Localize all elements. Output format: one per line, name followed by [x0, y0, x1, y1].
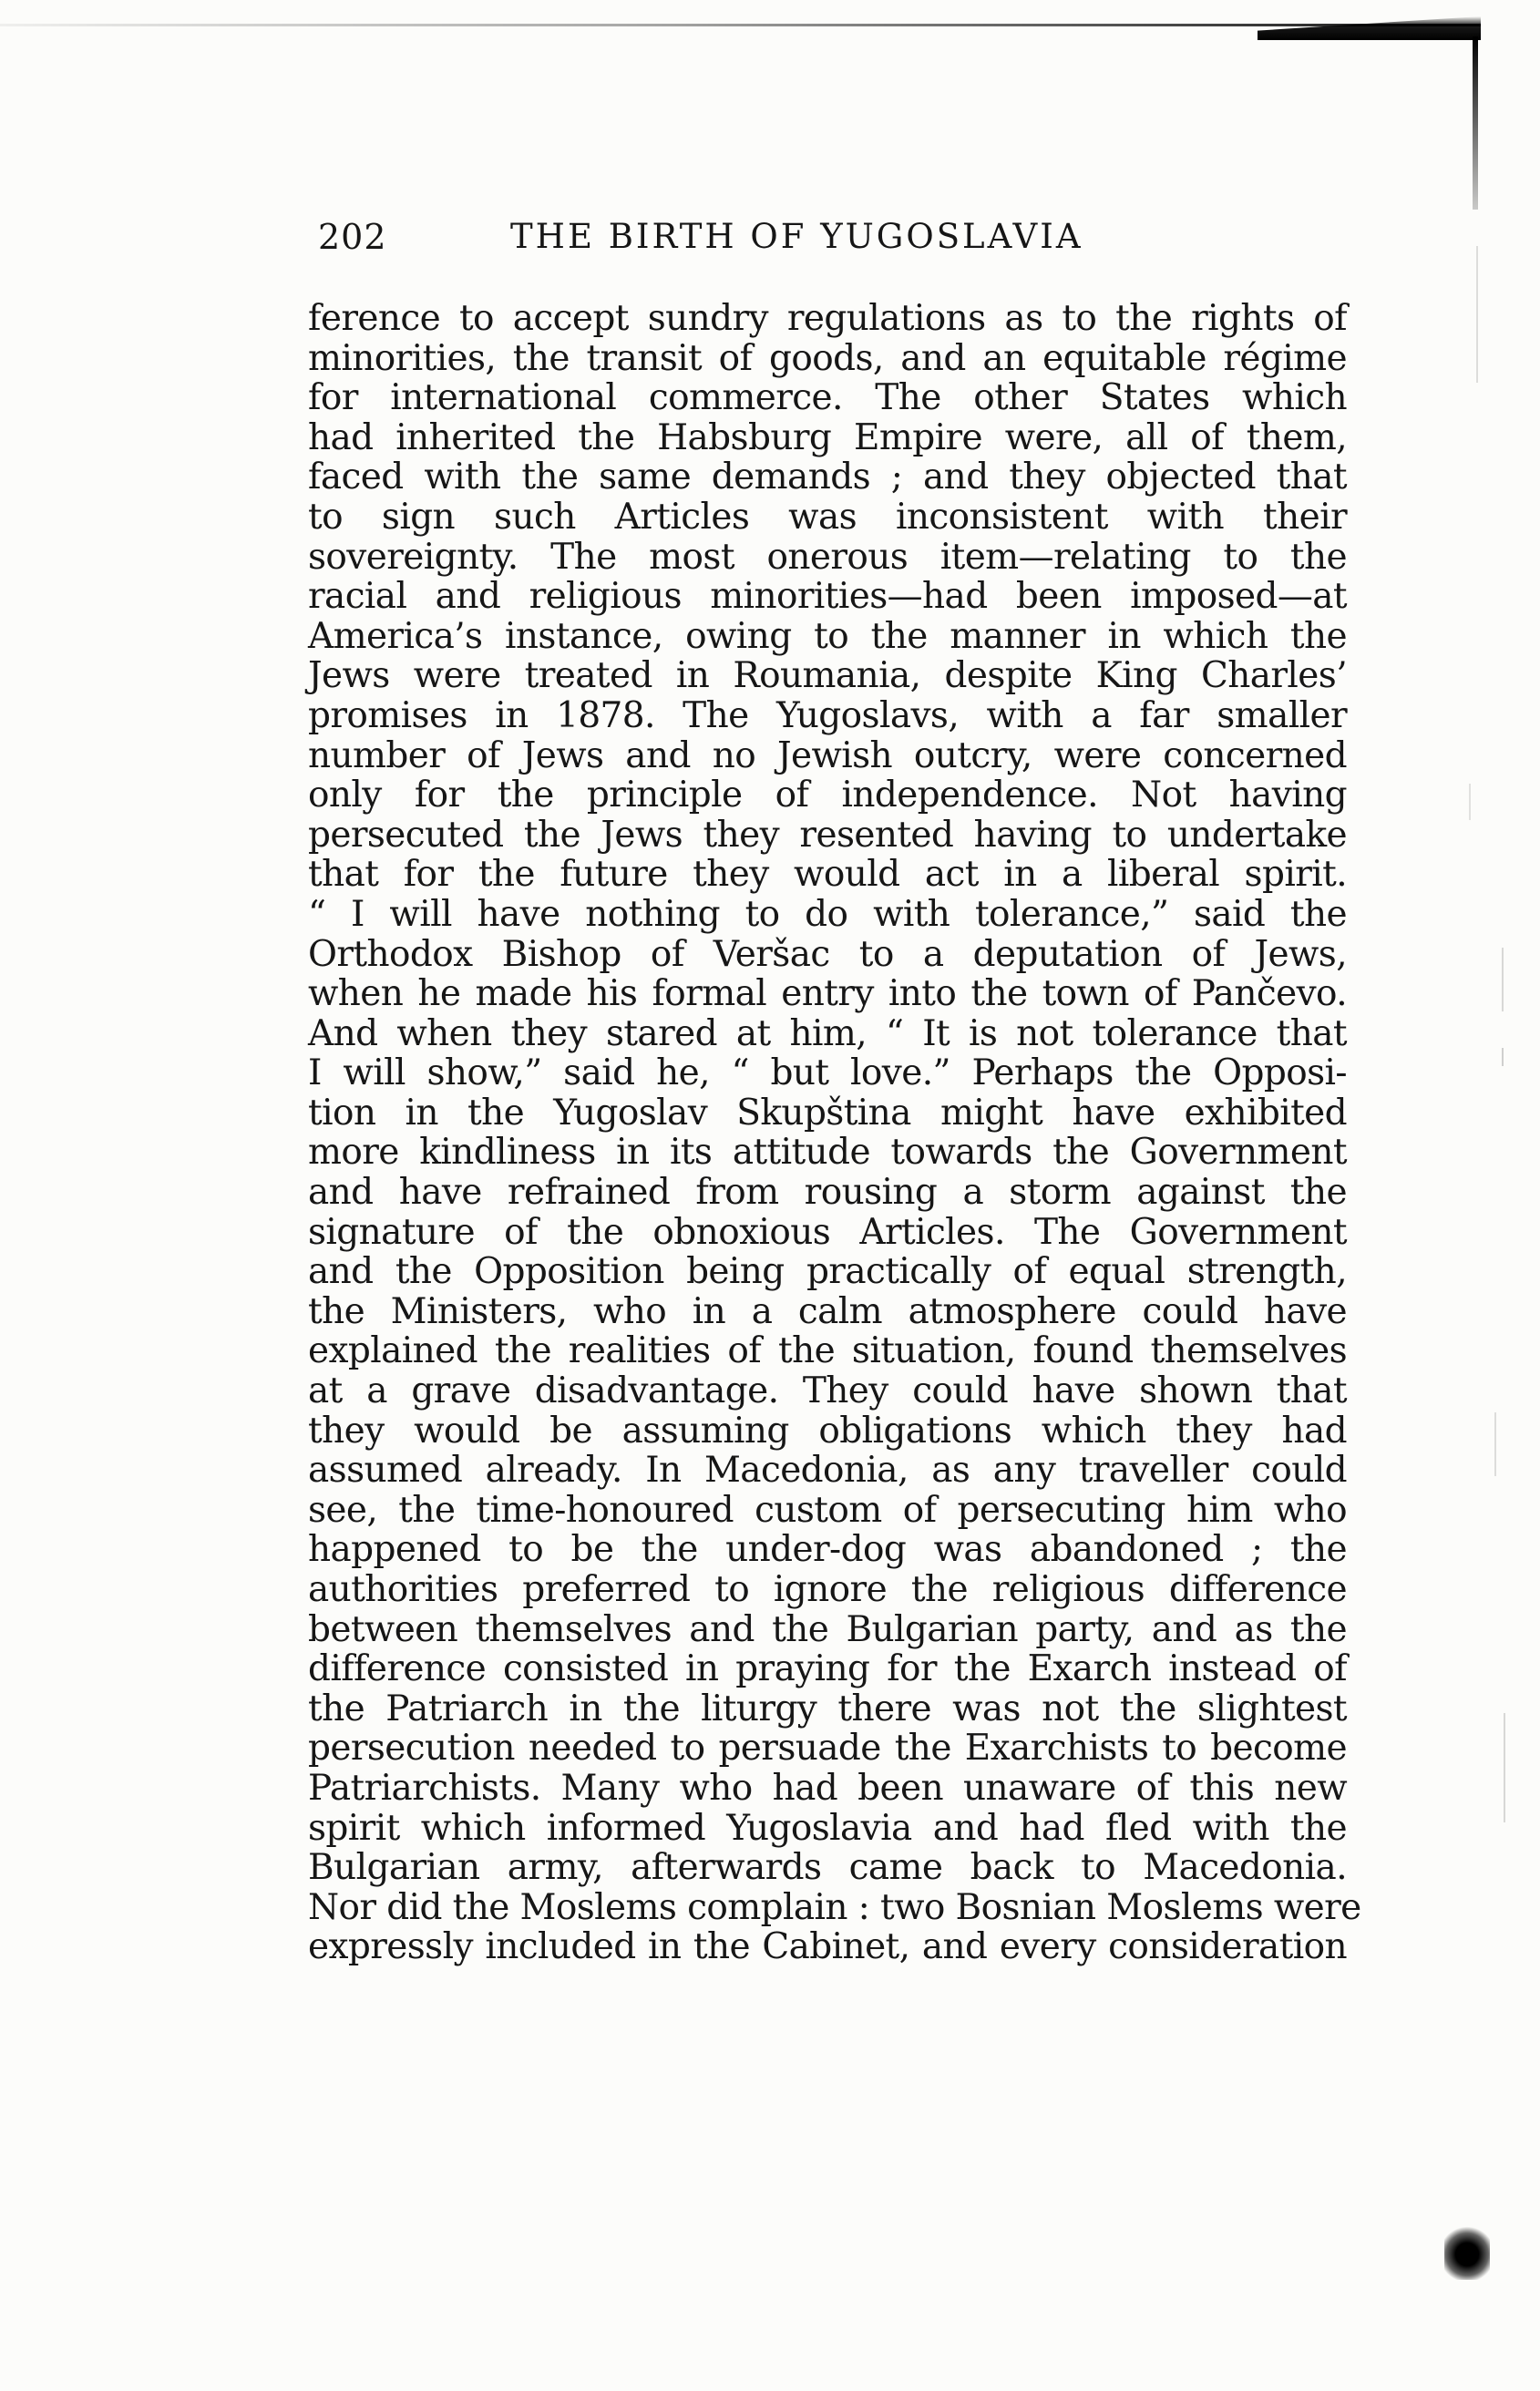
scan-speckle	[1504, 1713, 1505, 1822]
text-line: difference consisted in praying for the Exarch instead of	[308, 1648, 1347, 1690]
text-line: authorities preferred to ignore the religious difference	[308, 1569, 1347, 1610]
text-line: at a grave disadvantage. They could have shown that	[308, 1370, 1347, 1412]
text-line: persecuted the Jews they resented having to undertake	[308, 814, 1347, 856]
text-line: and have refrained from rousing a storm against the	[308, 1172, 1347, 1214]
text-line: see, the time-honoured custom of persecuting him who	[308, 1489, 1347, 1531]
text-line: that for the future they would act in a liberal spirit.	[308, 854, 1347, 896]
text-line: “ I will have nothing to do with tolerance,” said the	[308, 893, 1347, 935]
text-line: minorities, the transit of goods, and an equitable régime	[308, 337, 1347, 379]
text-line: signature of the obnoxious Articles. The Government	[308, 1211, 1347, 1253]
text-line: happened to be the under-dog was abandoned ; the	[308, 1529, 1347, 1571]
text-line: promises in 1878. The Yugoslavs, with a far smaller	[308, 694, 1347, 736]
text-line: racial and religious minorities—had been imposed—at	[308, 576, 1347, 618]
text-line: explained the realities of the situation, found themselves	[308, 1330, 1347, 1372]
text-line: to sign such Articles was inconsistent with their	[308, 496, 1347, 538]
scan-right-edge-shadow	[1473, 36, 1478, 210]
scan-speckle	[1502, 948, 1504, 1011]
text-line: the Ministers, who in a calm atmosphere could have	[308, 1290, 1347, 1332]
text-line: had inherited the Habsburg Empire were, all of them,	[308, 416, 1347, 458]
text-line: persecution needed to persuade the Exarchists to become	[308, 1728, 1347, 1770]
scan-speckle	[1502, 1048, 1504, 1066]
text-line: between themselves and the Bulgarian party, and as the	[308, 1608, 1347, 1650]
running-header	[0, 200, 1540, 255]
text-line: America’s instance, owing to the manner in which the	[308, 615, 1347, 657]
text-line: when he made his formal entry into the town of Pančevo.	[308, 973, 1347, 1015]
text-line: they would be assuming obligations which they had	[308, 1410, 1347, 1452]
body-text	[308, 298, 1361, 1968]
text-line: And when they stared at him, “ It is not tolerance that	[308, 1012, 1347, 1054]
text-line: I will show,” said he, “ but love.” Perhaps the Opposi-	[308, 1052, 1347, 1094]
scan-speckle	[1476, 246, 1478, 383]
text-line: expressly included in the Cabinet, and every consideration	[308, 1926, 1347, 1968]
scan-corner-shadow	[1258, 16, 1481, 40]
text-line: number of Jews and no Jewish outcry, were concerned	[308, 734, 1347, 776]
page-number: 202	[318, 217, 387, 257]
text-line: assumed already. In Macedonia, as any traveller could	[308, 1450, 1347, 1492]
scan-speckle	[1469, 784, 1471, 820]
text-line: and the Opposition being practically of equal strength,	[308, 1251, 1347, 1293]
text-line: Patriarchists. Many who had been unaware of this new	[308, 1767, 1347, 1809]
text-line: Orthodox Bishop of Veršac to a deputation of Jews,	[308, 933, 1347, 975]
scan-edge-shadow	[0, 24, 1481, 26]
scan-speckle	[1494, 1412, 1496, 1476]
text-line: for international commerce. The other States which	[308, 377, 1347, 419]
text-line: Jews were treated in Roumania, despite King Charles’	[308, 655, 1347, 697]
text-line: ference to accept sundry regulations as to the rights of	[308, 298, 1347, 339]
text-line: spirit which informed Yugoslavia and had fled with the	[308, 1807, 1347, 1849]
running-title: THE BIRTH OF YUGOSLAVIA	[510, 217, 1083, 256]
text-line: more kindliness in its attitude towards the Government	[308, 1132, 1347, 1174]
text-line: Nor did the Moslems complain : two Bosnian Moslems were	[308, 1886, 1361, 1928]
text-line: faced with the same demands ; and they objected that	[308, 457, 1347, 498]
scan-corner-blot	[1444, 2223, 1490, 2280]
text-line: Bulgarian army, afterwards came back to Macedonia.	[308, 1847, 1347, 1889]
text-line: the Patriarch in the liturgy there was not the slightest	[308, 1688, 1347, 1729]
text-line: sovereignty. The most onerous item—relating to the	[308, 536, 1347, 578]
text-line: only for the principle of independence. Not having	[308, 775, 1347, 816]
text-line: tion in the Yugoslav Skupština might have exhibited	[308, 1092, 1347, 1134]
